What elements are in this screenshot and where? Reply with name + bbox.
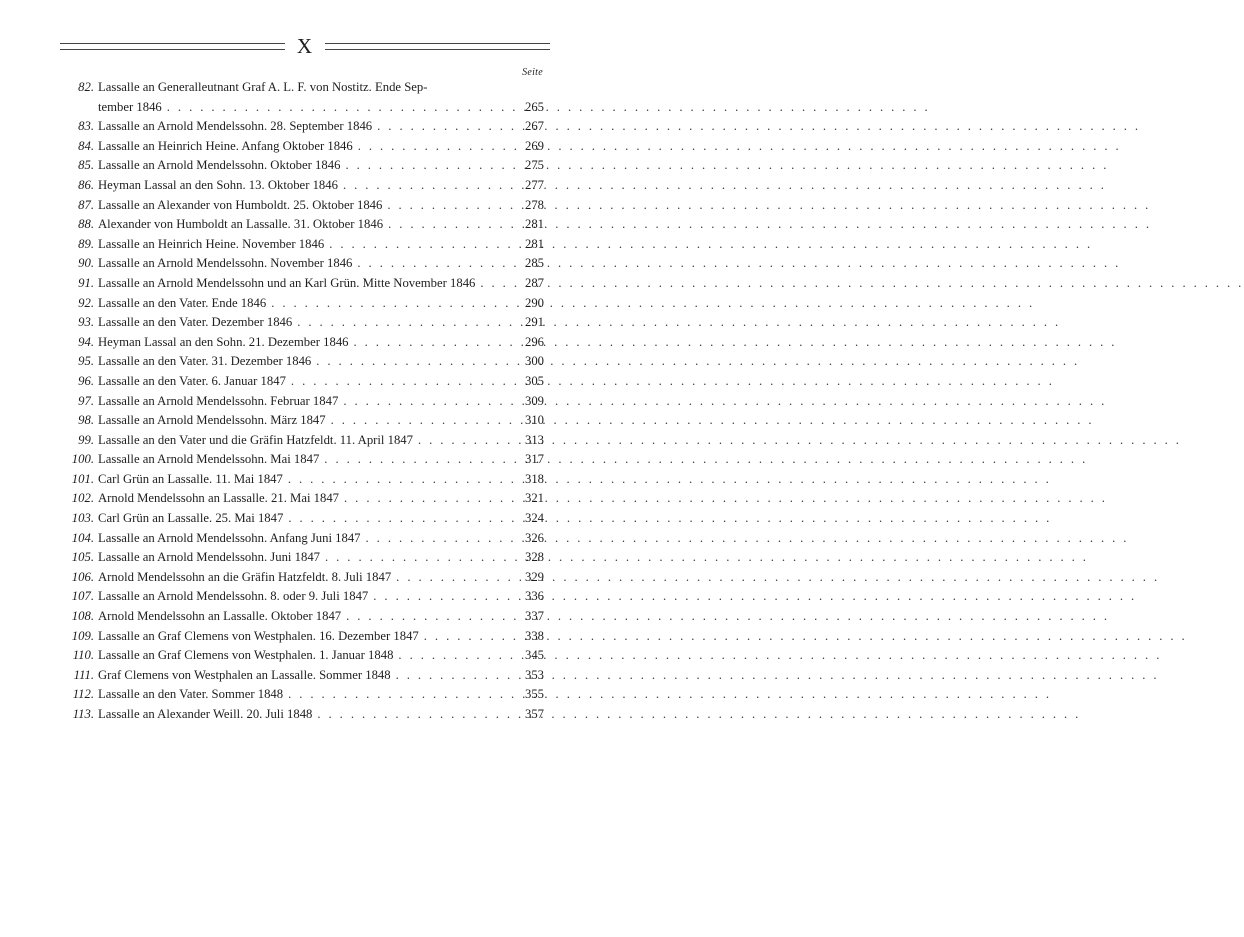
entry-page-number: 317: [524, 452, 544, 467]
toc-entry: [60, 707, 544, 727]
entry-title: Lassalle an Arnold Mendelssohn. Juni 1847: [98, 550, 321, 565]
entry-number: 108.: [71, 609, 94, 624]
entry-title: Lassalle an Graf Clemens von Westphalen. 1. Januar 1848: [98, 648, 394, 663]
toc-entry: [60, 276, 544, 296]
entry-page-number: 338: [524, 628, 544, 643]
leader-dots: [424, 629, 515, 644]
toc-entry: [60, 198, 544, 218]
page-column-label: Seite: [522, 67, 543, 78]
entry-page-number: 267: [524, 119, 544, 134]
entry-title: Alexander von Humboldt an Lassalle. 31. Oktober 1846: [98, 217, 384, 232]
toc-entry: [60, 433, 544, 453]
header-rule-left: [60, 43, 285, 50]
entry-number: 101.: [71, 471, 94, 486]
toc-entry: [60, 354, 544, 374]
entry-page-number: 328: [524, 550, 544, 565]
toc-entry: [60, 296, 544, 316]
leader-dots: [366, 531, 515, 546]
leader-dots: [358, 139, 515, 154]
leader-dots: [288, 511, 515, 526]
leader-dots: [316, 354, 515, 369]
leader-dots: [480, 276, 515, 291]
leader-dots: [357, 256, 515, 271]
entry-number: 83.: [78, 119, 94, 134]
entry-title: Lassalle an den Vater. Ende 1846: [98, 295, 267, 310]
entry-page-number: 275: [524, 158, 544, 173]
leader-dots: [343, 178, 515, 193]
entry-page-number: 291: [524, 315, 544, 330]
leader-dots: [325, 550, 515, 565]
leader-dots: [271, 296, 515, 311]
toc-entry: [60, 491, 544, 511]
entry-page-number: 355: [524, 687, 544, 702]
entry-title: Lassalle an Arnold Mendelssohn. März 1847: [98, 413, 326, 428]
entry-page-number: 290: [524, 295, 544, 310]
leader-dots: [345, 158, 515, 173]
toc-entry: [60, 668, 544, 688]
entry-number: 102.: [71, 491, 94, 506]
entry-number: 85.: [78, 158, 94, 173]
leader-dots: [373, 589, 515, 604]
entry-page-number: 326: [524, 530, 544, 545]
leader-dots: [354, 335, 515, 350]
toc-entry: [60, 139, 544, 159]
entry-page-number: 300: [524, 354, 544, 369]
entry-title: Lassalle an Heinrich Heine. Anfang Oktober 1846: [98, 138, 353, 153]
entry-page-number: 278: [524, 197, 544, 212]
entry-number: 89.: [78, 236, 94, 251]
entry-number: 95.: [78, 354, 94, 369]
toc-entry: [60, 687, 544, 707]
leader-dots: [331, 413, 515, 428]
entry-title: Lassalle an Arnold Mendelssohn. Anfang Juni 1847: [98, 530, 361, 545]
header-rule-right: [325, 43, 550, 50]
entry-title: Lassalle an Arnold Mendelssohn. November 1846: [98, 256, 353, 271]
entry-number: 106.: [71, 569, 94, 584]
entry-title: Carl Grün an Lassalle. 11. Mai 1847: [98, 471, 283, 486]
entry-title: Lassalle an Arnold Mendelssohn und an Karl Grün. Mitte November 1846: [98, 275, 476, 290]
toc-entry: [60, 256, 544, 276]
toc-entry: [60, 374, 544, 394]
entry-page-number: 357: [524, 707, 544, 721]
entry-page-number: 353: [524, 667, 544, 682]
entry-number: 98.: [78, 413, 94, 428]
entry-title: Lassalle an Alexander von Humboldt. 25. Oktober 1846: [98, 197, 383, 212]
entry-page-number: 305: [524, 373, 544, 388]
entry-number: 96.: [78, 373, 94, 388]
toc-entry: [60, 550, 544, 570]
leader-dots: [291, 374, 515, 389]
page-header: [60, 36, 550, 56]
toc-entry: [60, 511, 544, 531]
toc-entry: [60, 629, 544, 649]
toc-entry: [60, 315, 544, 335]
toc-entry: [60, 472, 544, 492]
page-number-roman: X: [296, 34, 314, 58]
entry-page-number: 285: [524, 256, 544, 271]
toc-entry: [60, 589, 544, 609]
leader-dots: [418, 433, 515, 448]
leader-dots: [317, 707, 515, 722]
toc-entry: [60, 452, 544, 472]
leader-dots: [396, 570, 515, 585]
toc-entry: [60, 237, 544, 257]
toc-entry: [60, 158, 544, 178]
toc-entry: [60, 80, 544, 119]
entry-page-number: 281: [524, 217, 544, 232]
leader-dots: [288, 472, 515, 487]
entry-page-number: 296: [524, 334, 544, 349]
entry-page-number: 321: [524, 491, 544, 506]
entry-number: 93.: [78, 315, 94, 330]
leader-dots: [377, 119, 515, 134]
entry-title: Heyman Lassal an den Sohn. 13. Oktober 1846: [98, 177, 338, 192]
entry-number: 105.: [71, 550, 94, 565]
entry-page-number: 310: [524, 413, 544, 428]
leader-dots: [398, 648, 515, 663]
entry-title: Lassalle an Arnold Mendelssohn. Mai 1847: [98, 452, 320, 467]
entry-page-number: 337: [524, 609, 544, 624]
entry-number: 112.: [72, 687, 94, 702]
entry-title: Lassalle an Arnold Mendelssohn. 8. oder 9. Juli 1847: [98, 589, 369, 604]
entry-title: Lassalle an den Vater und die Gräfin Hatzfeldt. 11. April 1847: [98, 432, 413, 447]
entry-page-number: 324: [524, 511, 544, 526]
toc-entry: [60, 570, 544, 590]
entry-number: 100.: [71, 452, 94, 467]
entry-number: 113.: [72, 707, 94, 721]
entry-title: Arnold Mendelssohn an Lassalle. 21. Mai 1847: [98, 491, 340, 506]
entry-title: Lassalle an den Vater. 6. Januar 1847: [98, 373, 286, 388]
entry-page-number: 318: [524, 471, 544, 486]
leader-dots: [288, 687, 515, 702]
entry-number: 84.: [78, 138, 94, 153]
entry-page-number: 345: [524, 648, 544, 663]
leader-dots: [344, 491, 515, 506]
entry-number: 94.: [78, 334, 94, 349]
entry-number: 107.: [71, 589, 94, 604]
leader-dots: [297, 315, 515, 330]
leader-dots: [343, 394, 515, 409]
entry-number: 111.: [73, 667, 94, 682]
entry-number: 109.: [71, 628, 94, 643]
leader-dots: [388, 217, 515, 232]
entry-number: 91.: [78, 275, 94, 290]
toc-entry: [60, 335, 544, 355]
entry-title: Lassalle an Arnold Mendelssohn. Februar 1847: [98, 393, 339, 408]
toc-entry: [60, 217, 544, 237]
leader-dots: [167, 100, 515, 115]
entry-page-number: 269: [524, 138, 544, 153]
toc-entry: [60, 531, 544, 551]
entry-title: Lassalle an Graf Clemens von Westphalen. 16. Dezember 1847: [98, 628, 419, 643]
entry-number: 104.: [71, 530, 94, 545]
leader-dots: [346, 609, 515, 624]
entry-page-number: 287: [524, 275, 544, 290]
entry-title: Lassalle an Arnold Mendelssohn. 28. September 1846: [98, 119, 373, 134]
entry-number: 110.: [72, 648, 94, 663]
entry-page-number: 277: [524, 177, 544, 192]
entry-page-number: 309: [524, 393, 544, 408]
entry-number: 88.: [78, 217, 94, 232]
toc-entry: [60, 648, 544, 668]
entry-title: Lassalle an Generalleutnant Graf A. L. F. von Nostitz. Ende Sep-: [98, 80, 428, 94]
entry-page-number: 329: [524, 569, 544, 584]
table-of-contents: [60, 80, 544, 727]
entry-title: Carl Grün an Lassalle. 25. Mai 1847: [98, 511, 284, 526]
toc-entry: [60, 394, 544, 414]
entry-title: Arnold Mendelssohn an die Gräfin Hatzfeldt. 8. Juli 1847: [98, 569, 392, 584]
entry-page-number: 313: [524, 432, 544, 447]
entry-title-continued: tember 1846: [98, 99, 162, 114]
entry-title: Lassalle an den Vater. Sommer 1848: [98, 687, 284, 702]
entry-number: 103.: [71, 511, 94, 526]
leader-dots: [396, 668, 515, 683]
entry-title: Lassalle an den Vater. 31. Dezember 1846: [98, 354, 312, 369]
entry-title: Lassalle an Arnold Mendelssohn. Oktober 1846: [98, 158, 341, 173]
entry-title: Lassalle an den Vater. Dezember 1846: [98, 315, 293, 330]
entry-title: Graf Clemens von Westphalen an Lassalle. Sommer 1848: [98, 667, 391, 682]
leader-dots: [387, 198, 515, 213]
entry-number: 87.: [78, 197, 94, 212]
entry-page-number: 265: [524, 99, 544, 114]
entry-number: 82.: [78, 80, 94, 94]
entry-title: Lassalle an Alexander Weill. 20. Juli 1848: [98, 707, 313, 721]
entry-title: Arnold Mendelssohn an Lassalle. Oktober 1847: [98, 609, 342, 624]
entry-number: 92.: [78, 295, 94, 310]
toc-entry: [60, 178, 544, 198]
entry-number: 97.: [78, 393, 94, 408]
toc-entry: [60, 609, 544, 629]
entry-page-number: 281: [524, 236, 544, 251]
entry-title: Lassalle an Heinrich Heine. November 1846: [98, 236, 325, 251]
toc-entry: [60, 413, 544, 433]
toc-entry: [60, 119, 544, 139]
entry-title: Heyman Lassal an den Sohn. 21. Dezember 1846: [98, 334, 349, 349]
leader-dots: [329, 237, 515, 252]
leader-dots: [324, 452, 515, 467]
entry-number: 99.: [78, 432, 94, 447]
book-page: [0, 0, 600, 937]
entry-page-number: 336: [524, 589, 544, 604]
entry-number: 90.: [78, 256, 94, 271]
entry-number: 86.: [78, 177, 94, 192]
